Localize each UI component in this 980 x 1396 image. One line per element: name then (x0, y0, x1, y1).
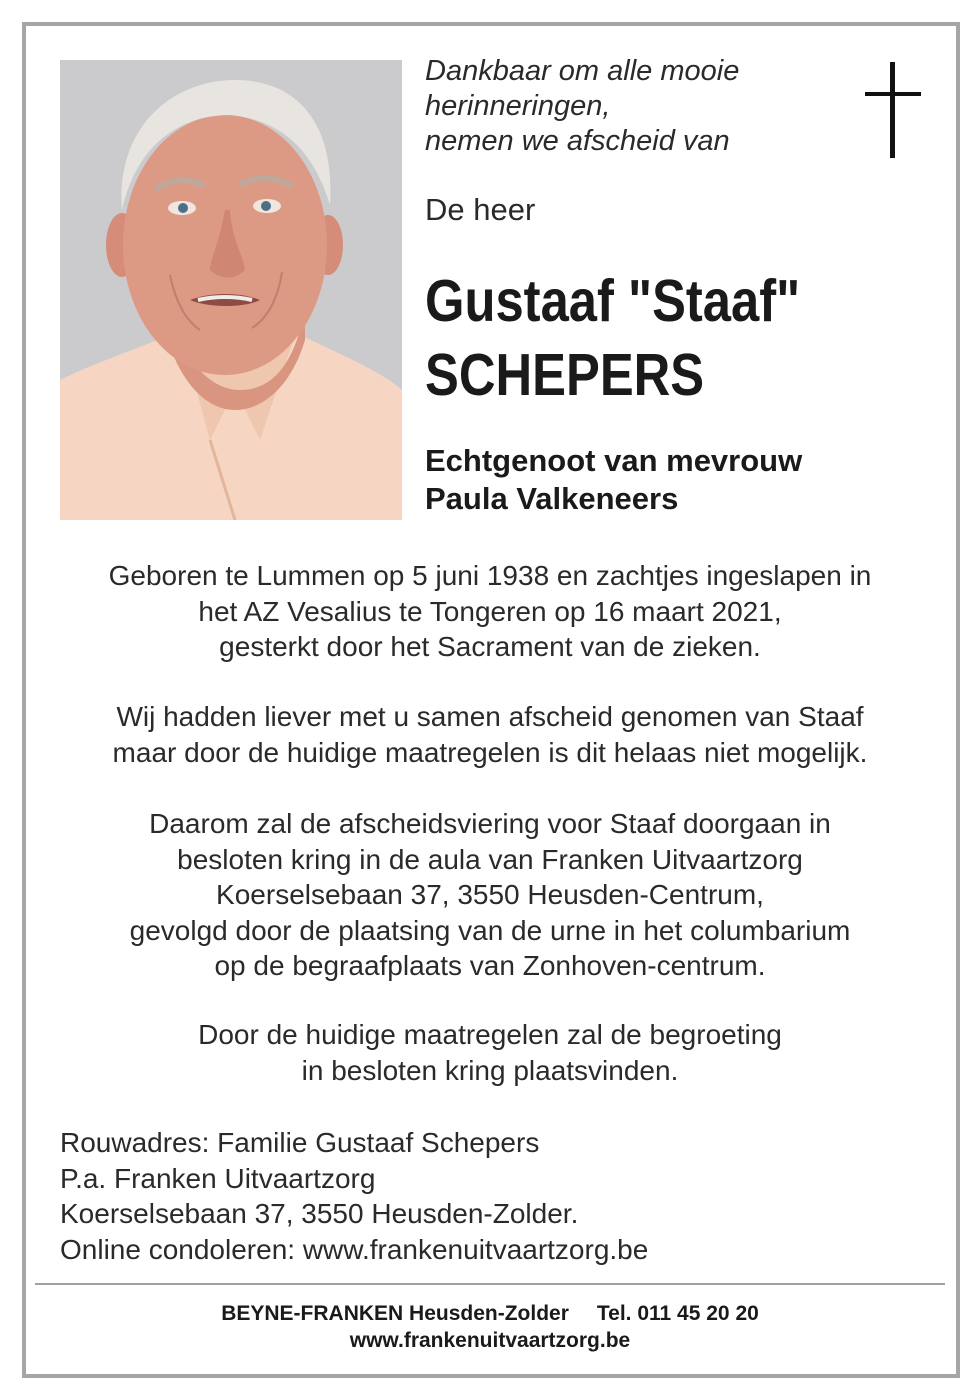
mourning-address (60, 1125, 648, 1267)
ceremony-paragraph (40, 806, 940, 984)
footer-contact-line (40, 1300, 940, 1327)
paragraph-line: Door de huidige maatregelen zal de begroeting (198, 1019, 782, 1050)
spouse-line-2: Paula Valkeneers (425, 481, 679, 516)
footer-divider (35, 1283, 945, 1285)
paragraph-line: maar door de huidige maatregelen is dit helaas niet mogelijk. (112, 736, 868, 768)
paragraph-line: op de begraafplaats van Zonhoven-centrum. (214, 950, 766, 981)
cross-icon (865, 62, 921, 158)
paragraph-line: Geboren te Lummen op 5 juni 1938 en zachtjes ingeslapen in (108, 560, 872, 591)
paragraph-line: Daarom zal de afscheidsviering voor Staaf doorgaan in (149, 808, 831, 839)
paragraph-line: Koerselsebaan 37, 3550 Heusden-Centrum, (216, 879, 764, 910)
birth-paragraph (40, 558, 940, 665)
footer-phone: Tel. 011 45 20 20 (596, 1302, 759, 1325)
deceased-name (425, 264, 800, 412)
farewell-paragraph (40, 699, 940, 770)
address-line: Online condoleren: www.frankenuitvaartzorg.be (60, 1233, 649, 1265)
intro-line: herinneringen, (425, 90, 611, 122)
paragraph-line: het AZ Vesalius te Tongeren op 16 maart 2021, (198, 595, 782, 627)
title-prefix: De heer (425, 192, 536, 227)
address-line: Koerselsebaan 37, 3550 Heusden-Zolder. (60, 1198, 579, 1229)
spouse-info (425, 442, 802, 518)
greeting-paragraph (40, 1017, 940, 1088)
spouse-line-1: Echtgenoot van mevrouw (425, 443, 803, 478)
paragraph-line: gesterkt door het Sacrament van de zieken. (219, 631, 761, 662)
footer-company: BEYNE-FRANKEN Heusden-Zolder (221, 1302, 569, 1325)
address-line: Rouwadres: Familie Gustaaf Schepers (60, 1127, 540, 1158)
paragraph-line: Wij hadden liever met u samen afscheid genomen van Staaf (116, 701, 864, 732)
footer-website[interactable]: www.frankenuitvaartzorg.be (349, 1329, 631, 1352)
address-line: P.a. Franken Uitvaartzorg (60, 1162, 376, 1194)
footer (40, 1300, 940, 1354)
intro-text (425, 54, 845, 159)
name-line-2: SCHEPERS (425, 342, 705, 408)
intro-line: nemen we afscheid van (425, 125, 730, 157)
paragraph-line: gevolgd door de plaatsing van de urne in het columbarium (129, 914, 851, 946)
paragraph-line: in besloten kring plaatsvinden. (301, 1054, 679, 1086)
intro-line: Dankbaar om alle mooie (425, 55, 740, 87)
paragraph-line: besloten kring in de aula van Franken Uitvaartzorg (177, 843, 803, 875)
name-line-1: Gustaaf "Staaf" (425, 268, 801, 334)
portrait-photo (60, 60, 402, 520)
